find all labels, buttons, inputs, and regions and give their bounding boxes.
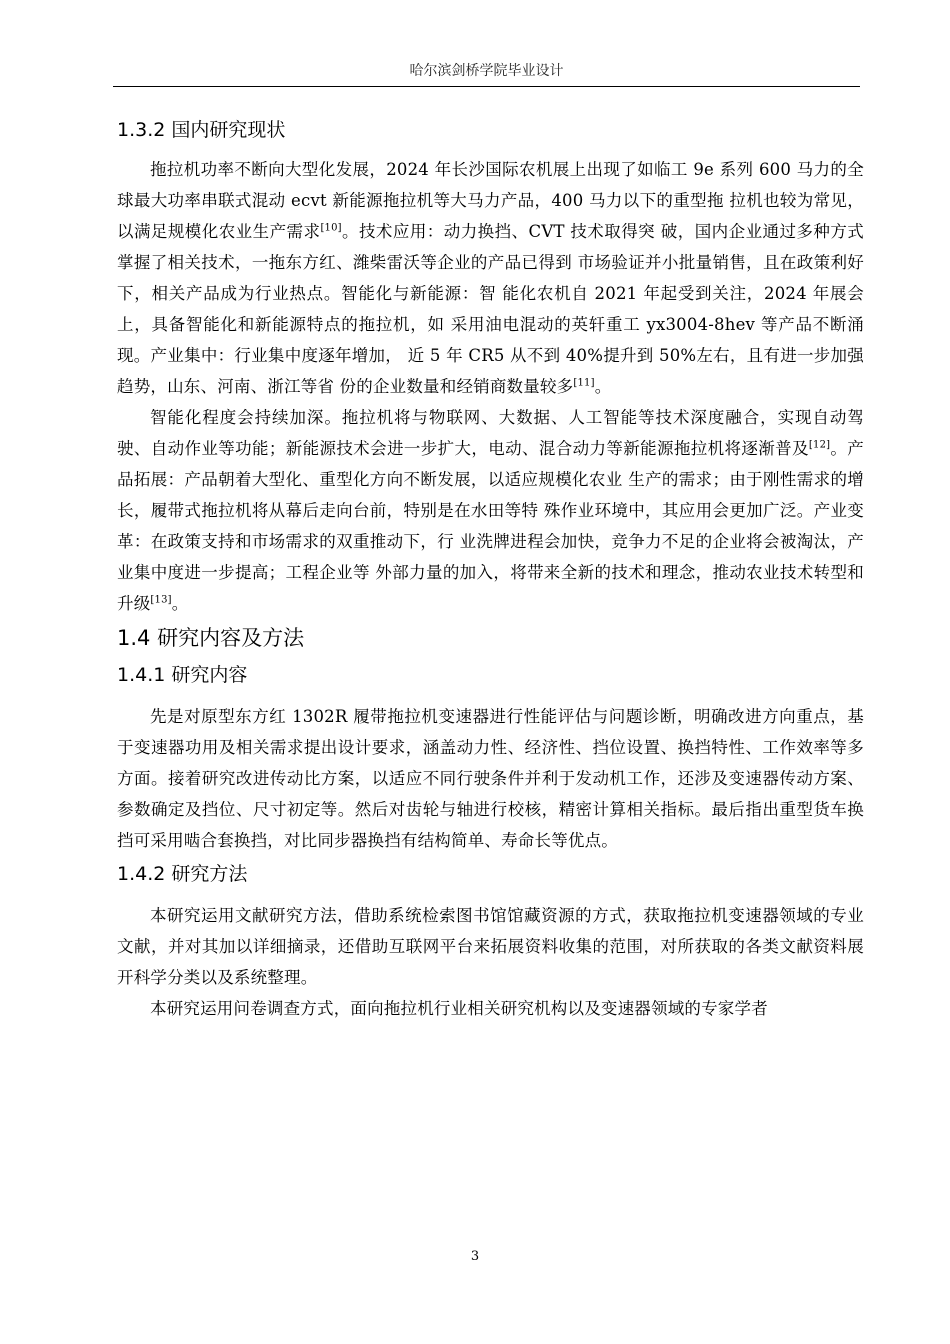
heading-1-4-1: 1.4.1 研究内容 (117, 664, 248, 686)
header-rule (113, 86, 860, 87)
heading-1-4-2: 1.4.2 研究方法 (117, 863, 248, 885)
paragraph-text: 拖拉机功率不断向大型化发展，2024 年长沙国际农机展上出现了如临工 9e 系列 600 马力的全球最大功率串联式混动 ecvt 新能源拖拉机等大马力产品，400 马力以下的重型拖 拉机也较为常见，以满足规模化农业生产需求 (117, 160, 864, 241)
paragraph-text: 。技术应用：动力换挡、CVT 技术取得突 破，国内企业通过多种方式掌握了相关技术，一拖东方红、潍柴雷沃等企业的产品已得到 市场验证并小批量销售，且在政策利好下，相关产品成为行业热点。智能化与新能源：智 能化农机自 2021 年起受到关注，2024 年展会上，具备智能化和新能源特点的拖拉机，如 采用油电混动的英轩重工 yx3004-8hev 等产品不断涌现。产业集中：行业集中度逐年增加， 近 5 年 CR5 从不到 40%提升到 50%左右，且有进一步加强趋势，山东、河南、浙江等省 份的企业数量和经销商数量较多 (117, 222, 864, 396)
paragraph-text: 。产品拓展：产品朝着大型化、重型化方向不断发展，以适应规模化农业 生产的需求；由于刚性需求的增长，履带式拖拉机将从幕后走向台前，特别是在水田等特 殊作业环境中，其应用会更加广泛。产业变革：在政策支持和市场需求的双重推动下，行 业洗牌进程会加快，竞争力不足的企业将会被淘汰，产业集中度进一步提高；工程企业等 外部力量的加入，将带来全新的技术和理念，推动农业技术转型和升级 (117, 439, 865, 613)
citation-10: [10] (320, 222, 342, 234)
paragraph-text: 智能化程度会持续加深。拖拉机将与物联网、大数据、人工智能等技术深度融合，实现自动驾驶、自动作业等功能；新能源技术会进一步扩大，电动、混合动力等新能源拖拉机将逐渐普及 (117, 408, 864, 458)
citation-13: [13] (150, 594, 172, 606)
paragraph-text: 。 (171, 594, 189, 613)
paragraph-research-method-2: 本研究运用问卷调查方式，面向拖拉机行业相关研究机构以及变速器领域的专家学者 (150, 999, 768, 1018)
heading-1-4: 1.4 研究内容及方法 (117, 626, 305, 650)
heading-1-3-2: 1.3.2 国内研究现状 (117, 119, 286, 141)
paragraph-research-method-1: 本研究运用文献研究方法，借助系统检索图书馆馆藏资源的方式，获取拖拉机变速器领域的专业文献，并对其加以详细摘录，还借助互联网平台来拓展资料收集的范围，对所获取的各类文献资料展开科学分类以及系统整理。 (117, 906, 864, 987)
paragraph-domestic-status-1 (117, 154, 864, 402)
paragraph-research-content: 先是对原型东方红 1302R 履带拖拉机变速器进行性能评估与问题诊断，明确改进方向重点，基于变速器功用及相关需求提出设计要求，涵盖动力性、经济性、挡位设置、换挡特性、工作效率等多方面。接着研究改进传动比方案，以适应不同行驶条件并利于发动机工作，还涉及变速器传动方案、参数确定及挡位、尺寸初定等。然后对齿轮与轴进行校核，精密计算相关指标。最后指出重型货车换挡可采用啮合套换挡，对比同步器换挡有结构简单、寿命长等优点。 (117, 707, 864, 850)
citation-12: [12] (808, 439, 831, 451)
citation-11: [11] (573, 377, 595, 389)
page-header: 哈尔滨剑桥学院毕业设计 (409, 63, 564, 79)
page-number: 3 (470, 1249, 480, 1264)
document-body (117, 112, 864, 1024)
paragraph-text: 。 (594, 377, 612, 396)
paragraph-domestic-status-2 (117, 402, 864, 619)
